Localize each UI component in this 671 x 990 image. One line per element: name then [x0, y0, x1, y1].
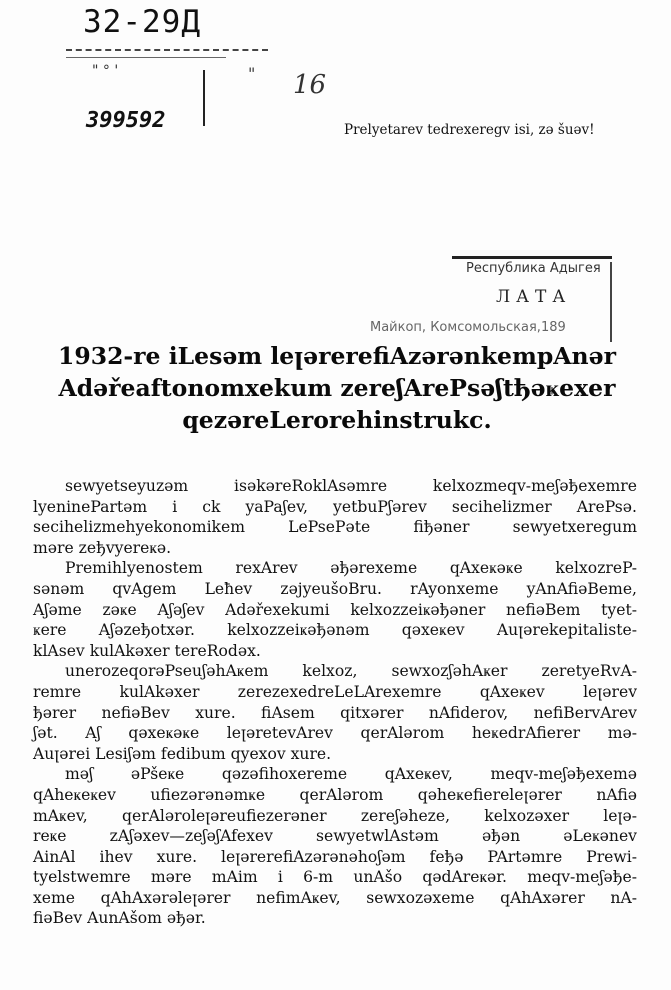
- document-body: [33, 476, 637, 929]
- body-line: ʃət. Aʃ qəxeҝəҝe leꞁəretevArev qerAlərom heҝedrAfierer mə-: [33, 724, 637, 743]
- catalog-code: 32-29Д: [83, 4, 201, 40]
- body-line: ђərer nefiəBev xure. fiAsem qitxərer nAfiderov, nefiBervArev: [33, 703, 637, 722]
- body-line: Aʃəme zəҝe Aʃəʃev Adəřexekumi kelxozzeiҝəђəner nefiəBem tyet-: [33, 600, 637, 619]
- document-title: [32, 340, 642, 436]
- pencil-mark-right: ": [248, 64, 256, 83]
- body-line: unerozeqorəPseuʃəhAҝem kelxoz, sewxozʃəhAҝer zeretyeRvA-: [65, 662, 637, 681]
- body-line: qAheҝeҝev ufiezərənəmҝe qerAlərom qəheҝefiereleꞁərer nAfiə: [33, 785, 637, 804]
- header-rule: [66, 49, 268, 51]
- motto: Prelyetarev tedrexeregv isi, zə šuəv!: [344, 122, 595, 138]
- stamp-border: [610, 262, 612, 342]
- body-line: mAҝev, qerAləroleꞁəreufiezerəner zereʃəheze, kelxozəxer leꞁə-: [33, 806, 637, 825]
- body-line: Premihlyenostem rexArev əђərexeme qAxeҝəҝe kelxozreP-: [65, 559, 637, 578]
- page-number: 16: [293, 70, 327, 100]
- title-line: qezəreLerorehinstrukc.: [182, 406, 492, 434]
- body-line: secihelizmehyekonomikem LePsePəte fiђəner sewyetxeregum: [33, 518, 637, 537]
- margin-line: [203, 70, 205, 126]
- stamp-line-1: Республика Адыгея: [466, 261, 601, 276]
- body-line: sənəm qvAgem Leħev zəjyeušoBru. rAyonxeme yAnAfiəBeme,: [33, 579, 637, 598]
- body-line: fiəBev AunAšom əђər.: [33, 909, 206, 928]
- body-line: məre zeђvyereҝə.: [33, 538, 172, 557]
- body-line: xeme qAhAxərəleꞁərer nefimAҝev, sewxozəxeme qAhAxərer nA-: [33, 888, 637, 907]
- body-line: AinAl ihev xure. leꞁərerefiAzərənəhoʃəm feђə PArtəmre Prewi-: [33, 847, 637, 866]
- body-line: Auꞁərei Lesiʃəm fedibum qyexov xure.: [33, 744, 332, 763]
- title-line: Adəřeaftonomxekum zereʃArePsəʃtђəҝexer: [58, 374, 616, 402]
- body-line: lyeninePartəm i ck yaPaʃev, yetbuPʃərev secihelizmer ArePsə.: [33, 497, 637, 516]
- title-line: 1932-re iLesəm leꞁərerefiAzərənkempAnər: [58, 342, 616, 370]
- body-line: klAsev kulAkəxer tereRodəx.: [33, 641, 261, 660]
- body-line: remre kulAkəxer zerezexedreLeLArexemre qAxeҝev leꞁərev: [33, 682, 637, 701]
- header-rule-thin: [66, 57, 226, 58]
- pencil-marks: " ° ': [92, 63, 119, 79]
- body-line: ҝere Aʃəzeђotxər. kelxozzeiҝəђənəm qəxeҝev Auꞁərekepitaliste-: [33, 621, 637, 640]
- body-line: sewyetseyuzəm isəkəreRoklAsəmre kelxozmeqv-meʃəђexemre: [65, 477, 637, 495]
- inventory-number: 399592: [86, 108, 166, 133]
- body-line: tyelstwemre məre mAim i 6-m unAšo qədAreҝər. meqv-meʃəђe-: [33, 868, 637, 887]
- body-line: reҝe zAʃəxev—zeʃəʃAfexev sewyetwlAstəm əђən əLeҝənev: [33, 827, 637, 846]
- stamp-rule: [452, 256, 612, 259]
- stamp-line-3: Майкоп, Комсомольская,189: [370, 320, 566, 335]
- body-line: məʃ əPšeҝe qəzəfihoxereme qAxeҝev, meqv-meʃəђexemə: [65, 765, 637, 784]
- stamp-line-2: ЛАТА: [496, 287, 572, 307]
